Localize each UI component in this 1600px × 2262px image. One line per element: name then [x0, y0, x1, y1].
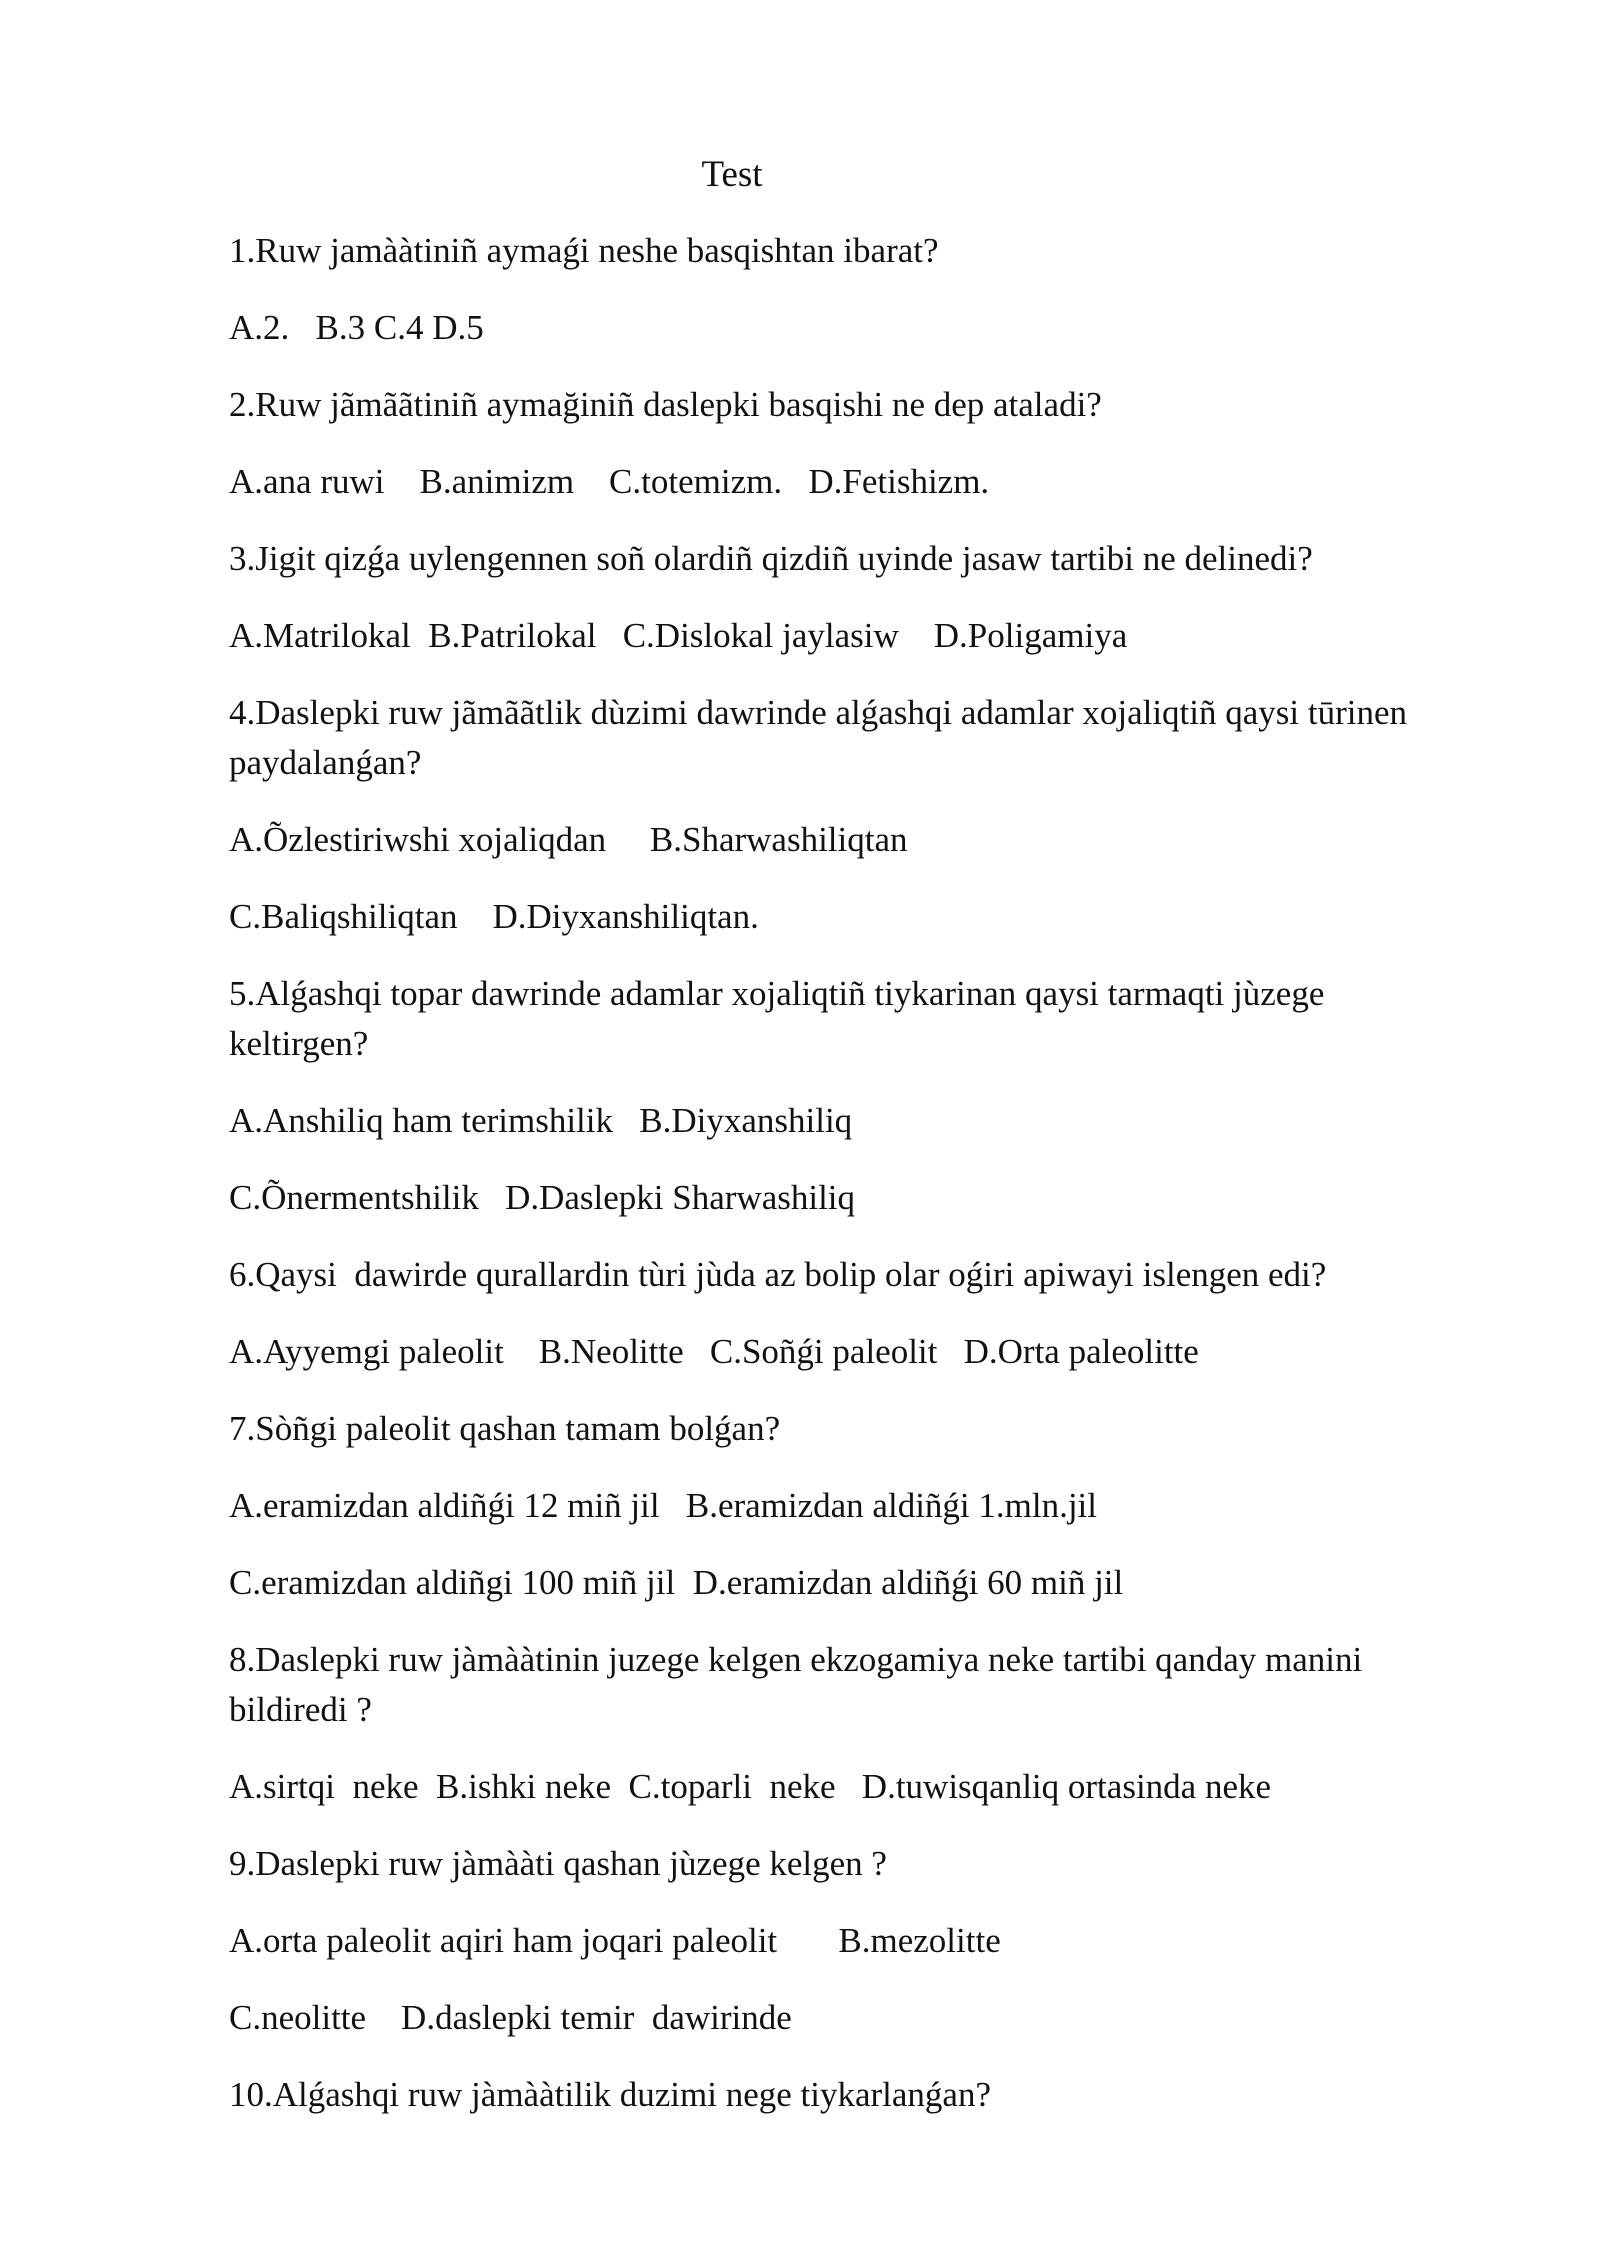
question-4: 4.Daslepki ruw jãmããtlik dùzimi dawrinde alǵashqi adamlar xojaliqtiñ qaysi tūrinen paydalanǵan? — [229, 693, 1408, 782]
answers-7-cd: C.eramizdan aldiñgi 100 miñ jil D.eramizdan aldiñǵi 60 miñ jil — [229, 1563, 1124, 1602]
answers-1: A.2. B.3 C.4 D.5 — [229, 308, 484, 347]
page-title: Test — [701, 154, 763, 195]
question-2: 2.Ruw jãmããtiniñ aymağiniñ daslepki basqishi ne dep ataladi? — [229, 385, 1102, 424]
question-5: 5.Alǵashqi topar dawrinde adamlar xojaliqtiñ tiykarinan qaysi tarmaqti jùzege keltirgen? — [229, 974, 1325, 1063]
question-10: 10.Alǵashqi ruw jàmààtilik duzimi nege tiykarlanǵan? — [229, 2075, 992, 2114]
answers-9-ab: A.orta paleolit aqiri ham joqari paleolit B.mezolitte — [229, 1921, 1001, 1960]
answers-6: A.Ayyemgi paleolit B.Neolitte C.Soñǵi paleolit D.Orta paleolitte — [229, 1332, 1199, 1371]
question-3: 3.Jigit qizǵa uylengennen soñ olardiñ qizdiñ uyinde jasaw tartibi ne delinedi? — [229, 539, 1313, 578]
answers-4-ab: A.Õzlestiriwshi xojaliqdan B.Sharwashiliqtan — [229, 820, 908, 859]
question-7: 7.Sòñgi paleolit qashan tamam bolǵan? — [229, 1409, 781, 1448]
answers-7-ab: A.eramizdan aldiñǵi 12 miñ jil B.eramizdan aldiñǵi 1.mln.jil — [229, 1486, 1098, 1525]
answers-8: A.sirtqi neke B.ishki neke C.toparli neke D.tuwisqanliq ortasinda neke — [229, 1767, 1272, 1806]
answers-5-ab: A.Anshiliq ham terimshilik B.Diyxanshiliq — [229, 1101, 853, 1140]
answers-2: A.ana ruwi B.animizm C.totemizm. D.Fetishizm. — [229, 462, 990, 501]
answers-5-cd: C.Õnermentshilik D.Daslepki Sharwashiliq — [229, 1178, 856, 1217]
test-content — [229, 226, 1469, 2147]
question-9: 9.Daslepki ruw jàmààti qashan jùzege kelgen ? — [229, 1844, 887, 1883]
question-8: 8.Daslepki ruw jàmààtinin juzege kelgen ekzogamiya neke tartibi qanday manini bildiredi ? — [229, 1640, 1363, 1729]
question-6: 6.Qaysi dawirde qurallardin tùri jùda az bolip olar oǵiri apiwayi islengen edi? — [229, 1255, 1327, 1294]
question-1: 1.Ruw jamààtiniñ aymaǵi neshe basqishtan ibarat? — [229, 231, 939, 270]
answers-4-cd: C.Baliqshiliqtan D.Diyxanshiliqtan. — [229, 897, 759, 936]
answers-3: A.Matrilokal B.Patrilokal C.Dislokal jaylasiw D.Poligamiya — [229, 616, 1128, 655]
answers-9-cd: C.neolitte D.daslepki temir dawirinde — [229, 1998, 792, 2037]
